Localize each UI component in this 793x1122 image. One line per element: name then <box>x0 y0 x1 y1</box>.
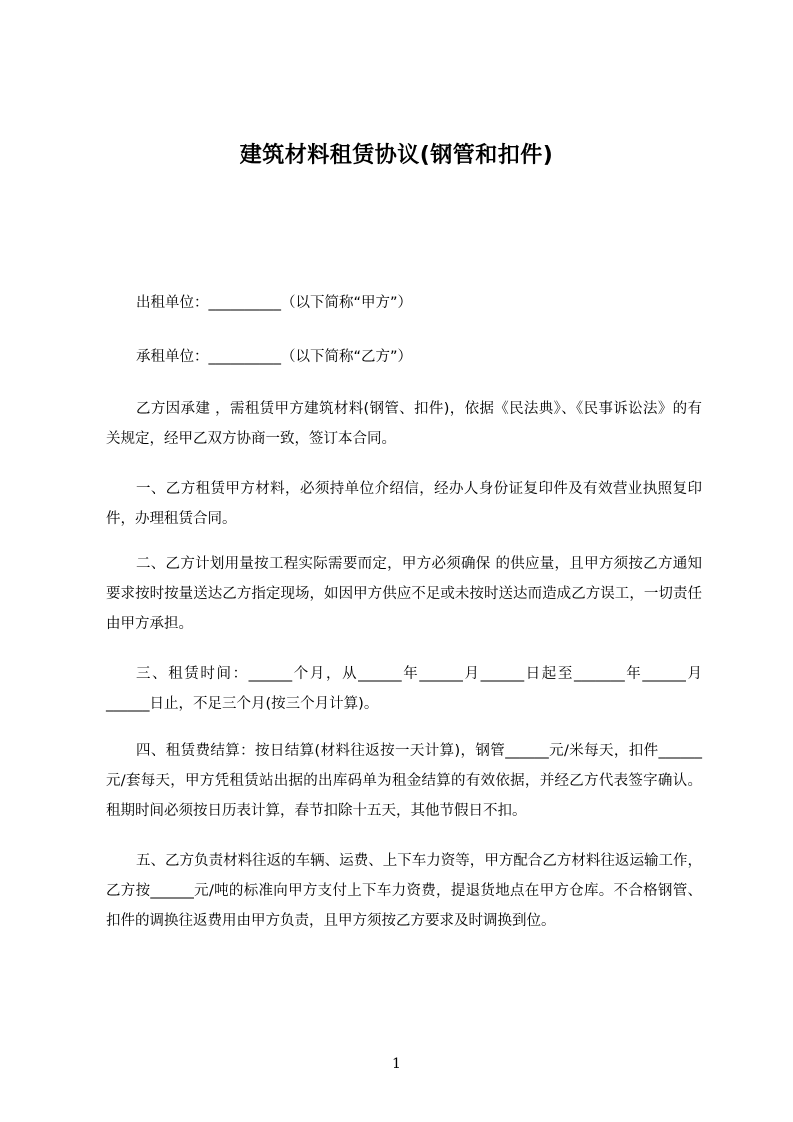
clause-1-paragraph: 一、乙方租赁甲方材料，必须持单位介绍信，经办人身份证复印件及有效营业执照复印件，办理租赁合同。 <box>106 481 702 527</box>
page-number: 1 <box>392 1056 401 1072</box>
clause-4-paragraph: 四、租赁费结算：按日结算(材料往返按一天计算)，钢管______元/米每天，扣件______元/套每天，甲方凭租赁站出据的出库码单为租金结算的有效依据，并经乙方代表签字确认。租期时间必须按日历表计算，春节扣除十五天，其他节假日不扣。 <box>106 743 702 819</box>
clause-3-paragraph: 三、租赁时间：______个月，从______年______月______日起至_______年______月______日止，不足三个月(按三个月计算)。 <box>106 666 702 712</box>
clause-2-paragraph: 二、乙方计划用量按工程实际需要而定，甲方必须确保 的供应量，且甲方须按乙方通知要求按时按量送达乙方指定现场，如因甲方供应不足或未按时送达而造成乙方误工，一切责任由甲方承担。 <box>106 556 702 632</box>
clause-5-paragraph: 五、乙方负责材料往返的车辆、运费、上下车力资等，甲方配合乙方材料往返运输工作，乙方按______元/吨的标准向甲方支付上下车力资费，提退货地点在甲方仓库。不合格钢管、扣件的调换往返费用由甲方负责，且甲方须按乙方要求及时调换到位。 <box>106 853 702 929</box>
lessor-line: 出租单位：__________（以下简称“甲方”） <box>136 295 413 311</box>
document-title: 建筑材料租赁协议(钢管和扣件) <box>239 143 554 168</box>
lessee-line: 承租单位：__________（以下简称“乙方”） <box>136 349 413 365</box>
intro-paragraph: 乙方因承建 ，需租赁甲方建筑材料(钢管、扣件)，依据《民法典》、《民事诉讼法》的有关规定，经甲乙双方协商一致，签订本合同。 <box>106 401 702 447</box>
